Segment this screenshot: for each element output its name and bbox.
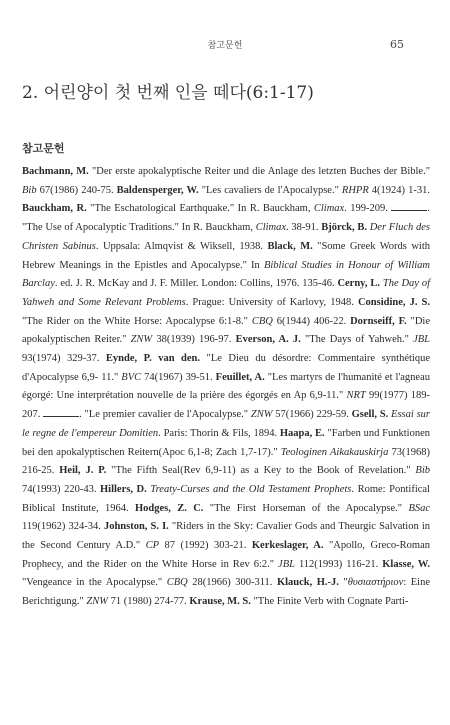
author-name: Baldensperger, W. [116, 184, 199, 196]
italic-title: NRT [346, 390, 366, 402]
citation-text: "Vengeance in the Apocalypse." [22, 577, 167, 589]
author-name: Eynde, P. van den. [105, 353, 201, 365]
page-number: 65 [390, 38, 404, 51]
citation-text: 99(1977) 189-207. [22, 390, 430, 421]
author-name: Björck, B. [321, 222, 367, 234]
citation-text: "Die apokalyptischen Reiter." [22, 315, 430, 346]
citation-text: "Some Greek Words with Hebrew Meanings in the Epistles and Apocalypse." In [22, 240, 430, 271]
citation-text: . Paris: Thorin & Fils, 1894. [158, 427, 280, 439]
italic-title: Climax [313, 203, 345, 215]
citation-text: 67(1986) 240-75. [36, 184, 117, 196]
citation-text: . 38-91. [286, 222, 322, 234]
author-name: Klauck, H.-J. [276, 577, 339, 589]
author-name: Dornseiff, F. [350, 315, 407, 327]
author-name: Hodges, Z. C. [134, 502, 204, 514]
italic-title: BVC [121, 371, 142, 383]
citation-text: "The Rider on the White Horse: Apocalypse 6:1-8." [22, 315, 252, 327]
citation-text: " [338, 577, 348, 589]
citation-text: 6(1944) 406-22. [272, 315, 351, 327]
italic-title: Der Fluch des Christen Sabinus [22, 222, 431, 252]
citation-text: "The Days of Yahweh." [300, 334, 414, 346]
italic-title: CBQ [166, 577, 188, 589]
author-name: Heil, J. P. [59, 465, 107, 477]
italic-title: JBL [278, 558, 295, 570]
italic-title: Teologinen Aikakauskirja [280, 446, 389, 458]
italic-title: ZNW [250, 409, 273, 421]
citation-text: 119(1962) 324-34. [22, 521, 104, 533]
citation-text: "The Finite Verb with Cognate Parti- [250, 596, 409, 608]
citation-text: . Rome: Pontifical Biblical Institute, 1964. [22, 483, 430, 514]
citation-text: . 199-209. [344, 203, 392, 215]
author-name: Bauckham, R. [22, 203, 87, 215]
author-name: Kerkeslager, A. [251, 540, 324, 552]
citation-text: . Prague: University of Karlovy, 1948. [185, 296, 358, 308]
citation-text: : Eine Berichtigung." [22, 577, 430, 608]
citation-text: 28(1966) 300-311. [187, 577, 277, 589]
citation-text: . "The Use of Apocalyptic Traditions." In R. Bauckham, [22, 203, 430, 234]
italic-title: θυσιαστήριον [347, 577, 404, 589]
citation-text: . "Le premier cavalier de l'Apocalypse." [79, 409, 251, 421]
italic-title: RHPR [341, 184, 369, 196]
citation-text: . ed. J. R. McKay and J. F. Miller. London: Collins, 1976. 135-46. [54, 278, 338, 290]
bibliography-paragraph [22, 163, 430, 612]
author-name: Haapa, E. [279, 427, 325, 439]
author-name: Hillers, D. [100, 483, 147, 495]
author-name: Everson, A. J. [235, 334, 301, 346]
citation-text: 71 (1980) 274-77. [107, 596, 190, 608]
author-name: Black, M. [267, 240, 313, 252]
italic-title: Essai sur le regne de l'empereur Domitien [22, 409, 430, 439]
author-name: Considine, J. S. [357, 296, 430, 308]
citation-text: "Apollo, Greco-Roman Prophecy, and the Rider on the White Horse in Rev 6:2." [22, 540, 430, 570]
citation-text: 57(1966) 229-59. [272, 409, 352, 421]
italic-title: Bib [22, 184, 37, 196]
italic-title: The Day of Yahweh and Some Relevant Problems [22, 278, 431, 308]
running-header [0, 38, 450, 52]
italic-title: JBL [413, 334, 430, 346]
chapter-title: 2. 어린양이 첫 번째 인을 떼다(6:1-17) [22, 83, 314, 103]
citation-text: "The Fifth Seal(Rev 6,9-11) as a Key to the Book of Revelation." [106, 465, 416, 477]
same-author-rule [391, 201, 427, 211]
citation-text: "Farben und Funktionen bei den apokalyptischen Reitern(Apoc 6,1-8; Zach 1,7-17)." [22, 427, 431, 458]
citation-text: 73(1968) 216-25. [22, 446, 430, 477]
citation-text: . Uppsala: Almqvist & Wiksell, 1938. [95, 240, 268, 252]
author-name: Gsell, S. [351, 409, 389, 421]
italic-title: Climax [255, 222, 287, 234]
citation-text: "Le Dieu du désordre: Commentaire synthétique d'Apocalypse 6,9- 11." [22, 353, 430, 383]
italic-title: ZNW [86, 596, 108, 608]
citation-text: 74(1993) 220-43. [22, 483, 101, 495]
italic-title: Biblical Studies in Honour of William Barclay [22, 259, 430, 290]
author-name: Bachmann, M. [22, 166, 89, 177]
same-author-rule [43, 407, 79, 417]
author-name: Klasse, W. [382, 558, 430, 570]
citation-text: 4(1924) 1-31. [368, 184, 430, 196]
citation-text: "Der erste apokalyptische Reiter und die Anlage des letzten Buches der Bible." [88, 166, 430, 177]
author-name: Johnston, S. I. [103, 521, 169, 533]
author-name: Cerny, L. [337, 278, 380, 290]
citation-text: "Riders in the Sky: Cavalier Gods and Theurgic Salvation in the Second Century A.D." [22, 521, 430, 552]
italic-title: CBQ [251, 315, 273, 327]
italic-title: CP [145, 540, 160, 552]
italic-title: ZNW [130, 334, 153, 346]
author-name: Feuillet, A. [215, 371, 265, 383]
running-title: 참고문헌 [207, 41, 243, 51]
italic-title: Treaty-Curses and the Old Testament Prophets [150, 483, 352, 495]
citation-text: "Les martyrs de l'humanité et l'agneau égorgé: Une interprétation nouvelle de la prière des égorgés en Ap 6,9-11." [22, 371, 431, 402]
citation-text: "Les cavaliers de l'Apocalypse." [198, 184, 342, 196]
citation-text: 38(1939) 196-97. [152, 334, 236, 346]
citation-text: "The First Horseman of the Apocalypse." [203, 502, 409, 514]
italic-title: Bib [415, 465, 430, 477]
citation-text: 93(1974) 329-37. [22, 353, 106, 365]
citation-text: 87 (1992) 303-21. [159, 540, 252, 552]
section-heading: 참고문헌 [22, 142, 65, 155]
citation-text: 112(1993) 116-21. [294, 558, 383, 570]
citation-text: 74(1967) 39-51. [141, 371, 216, 383]
author-name: Krause, M. S. [189, 596, 251, 608]
italic-title: BSac [408, 502, 431, 514]
citation-text: "The Eschatological Earthquake." In R. Bauckham, [86, 203, 314, 215]
